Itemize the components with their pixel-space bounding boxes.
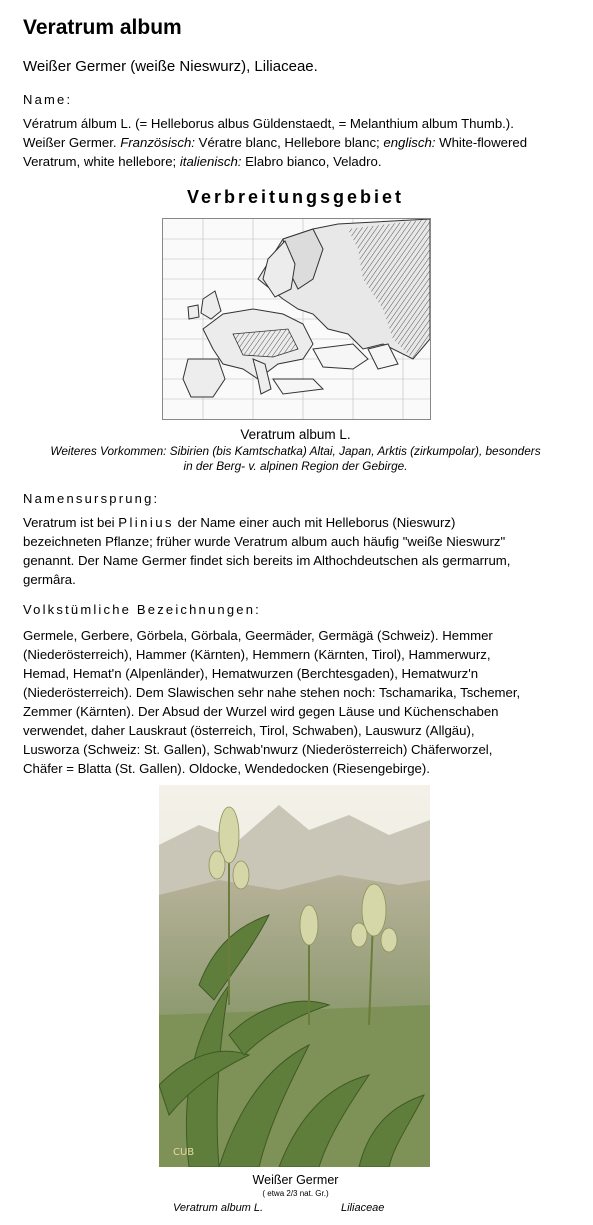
folk-names-paragraph [23,626,568,778]
origin-line-3: genannt. Der Name Germer findet sich bereits im Althochdeutschen als germarrum, [23,553,511,568]
folk-line: Hemad, Hemat'n (Alpenländer), Hematwurzen (Berchtesgaden), Hematwurz'n [23,666,479,681]
name-heading: Name: [23,92,73,107]
name-paragraph [23,114,568,171]
name-line-1: Vératrum álbum L. (= Helleborus albus Güldenstaedt, = Melanthium album Thumb.). [23,116,514,131]
plant-family: Liliaceae [341,1202,385,1214]
origin-paragraph [23,513,568,589]
origin-line-1: Veratrum ist bei Plinius der Name einer auch mit Helleborus (Nieswurz) [23,515,456,530]
painting-signature: CUB [173,1147,195,1158]
origin-line-2: bezeichneten Pflanze; früher wurde Veratrum album auch häufig "weiße Nieswurz" [23,534,506,549]
map-note [23,444,568,474]
distribution-map [162,218,431,420]
name-line-2: Weißer Germer. Französisch: Vératre blanc, Hellebore blanc; englisch: White-flowered [23,135,528,150]
folk-line: Lusworza (Schweiz: St. Gallen), Schwab'nwurz (Niederösterreich) Chäferworzel, [23,742,493,757]
map-note-line-1: Weiteres Vorkommen: Sibirien (bis Kamtschatka) Altai, Japan, Arktis (zirkumpolar), besonders [50,444,541,458]
folk-line: Germele, Gerbere, Görbela, Görbala, Geermäder, Germägä (Schweiz). Hemmer [23,628,493,643]
page-title: Veratrum album [23,16,182,39]
page-subtitle: Weißer Germer (weiße Nieswurz), Liliaceae. [23,58,318,75]
origin-heading: Namensursprung: [23,491,160,506]
folk-line: Chäfer = Blatta (St. Gallen). Oldocke, Wendedocken (Riesengebirge). [23,761,430,776]
folk-line: (Niederösterreich), Hammer (Kärnten), Hemmern (Kärnten, Tirol), Hammerwurz, [23,647,491,662]
map-caption: Veratrum album L. [240,427,351,442]
folk-line: (Niederösterreich). Dem Slawischen sehr nahe stehen noch: Tschamarika, Tschemer, [23,685,521,700]
plant-scale-note: ( etwa 2/3 nat. Gr.) [262,1189,329,1198]
map-heading: Verbreitungsgebiet [186,187,405,207]
folk-line: Zemmer (Kärnten). Der Absud der Wurzel wird gegen Läuse und Küchenschaben [23,704,499,719]
veratrum-plant-painting [159,785,430,1167]
map-note-line-2: in der Berg- v. alpinen Region der Gebirge. [183,459,408,473]
folk-names-heading: Volkstümliche Bezeichnungen: [23,602,261,617]
plant-latin-name: Veratrum album L. [173,1202,264,1214]
europe-map-drawing [163,219,430,419]
origin-line-4: germâra. [23,572,76,587]
name-line-3: Veratrum, white hellebore; italienisch: Elabro bianco, Veladro. [23,154,382,169]
plant-caption: Weißer Germer [252,1173,339,1187]
folk-line: verwendet, daher Lauskraut (österreich, Tirol, Schwaben), Lauswurz (Allgäu), [23,723,475,738]
plinius-name: Plinius [118,515,174,530]
plant-illustration [159,785,430,1167]
